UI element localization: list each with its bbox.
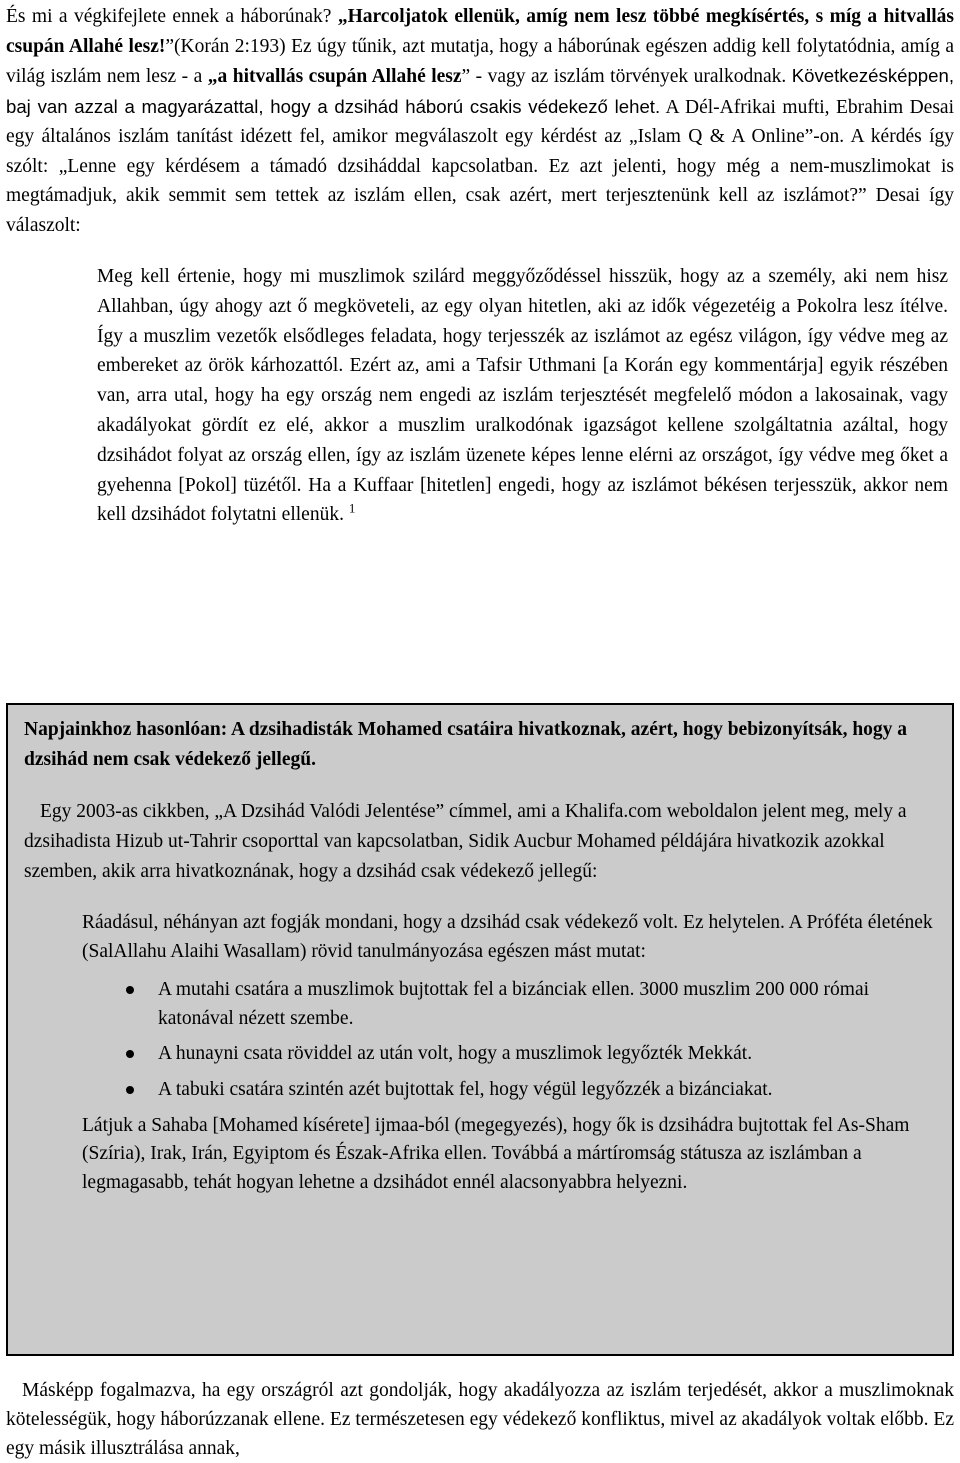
desai-quote-text: Meg kell értenie, hogy mi muszlimok szilárd meggyőződéssel hisszük, hogy az a személy, aki nem hisz Allahban, úgy ahogy azt ő megköveteli, az egy olyan hitetlen, aki az idők végezetéig a Pokolra lesz ítélve. Így a muszlim vezetők elsődleges feladata, hogy terjesszék az iszlámot az egész világon, így védve meg az embereket az örök kárhozattól. Ezért az, ami a Tafsir Uthmani [a Korán egy kommentárja] egyik részében van, arra utal, hogy ha egy ország nem engedi az iszlám terjesztését megfelelő módon a lakosainak, vagy akadályokat gördít ez elé, akkor a muszlim uralkodónak igazságot kellene szolgáltatnia azáltal, hogy dzsihádot folyat az ország ellen, így az iszlám üzenete képes lenne elérni az országot, így védve meg őket a gyehenna [Pokol] tüzétől. Ha a Kuffaar [hitetlen] engedi, hogy az iszlámot békésen terjesszük, akkor nem kell dzsihádot folytatni ellenük. [97, 266, 948, 526]
list-item [126, 1040, 938, 1069]
intro-sentence-9: Ez azt jelenti, hogy még a nem-muszlimokat is megtámadjuk, akik semmit sem tettek az iszlám ellen, csak azért, mert terjesztenünk kell az iszlámot?” [6, 155, 954, 206]
intro-paragraph [6, 0, 954, 240]
box-quote-intro: Ráadásul, néhányan azt fogják mondani, hogy a dzsihád csak védekező volt. Ez helytelen. A Próféta életének (SalAllahu Alaihi Wasallam) rövid tanulmányozása egészen mást mutat: [82, 912, 933, 962]
intro-sentence-3: ”(Korán 2:193) Ez úgy tűnik, azt mutatja, hogy a háborúnak egészen addig kell folytatódnia, amíg a világ iszlám nem lesz - a [6, 35, 954, 87]
intro-sentence-8: A kérdés így szólt: „Lenne egy kérdésem a támadó dzsiháddal kapcsolatban. [6, 126, 954, 177]
bullet-dot-icon [126, 986, 134, 994]
box-heading: Napjainkhoz hasonlóan: A dzsihadisták Mohamed csatáira hivatkoznak, azért, hogy bebizonyítsák, hogy a dzsihád nem csak védekező jellegű. [24, 719, 908, 770]
desai-quote [97, 262, 948, 530]
intro-sentence-1: És mi a végkifejlete ennek a háborúnak? [6, 6, 338, 27]
highlight-box [6, 703, 954, 1356]
intro-sentence-10: Desai így válaszolt: [6, 185, 954, 236]
intro-sentence-7: A Dél-Afrikai mufti, Ebrahim Desai egy általános iszlám tanítást idézett fel, amikor megválaszolt egy kérdést az „Islam Q & A Online”-on. [6, 96, 954, 147]
box-quote-after: Látjuk a Sahaba [Mohamed kísérete] ijmaa-ból (megegyezés), hogy ők is dzsihádra bujtottak fel As-Sham (Szíria), Irak, Irán, Egyiptom és Észak-Afrika ellen. Továbbá a mártíromság státusza az iszlámban a legmagasabb, tehát hogyan lehetne a dzsihádot ennél alacsonyabbra helyezni. [82, 1114, 910, 1193]
box-quote [82, 909, 938, 1197]
battle-list [82, 976, 938, 1104]
closing-paragraph: Másképp fogalmazva, ha egy országról azt gondolják, hogy akadályozza az iszlám terjedését, akkor a muszlimoknak kötelességük, hogy háborúzzanak ellene. Ez természetesen egy védekező konfliktus, mivel az akadályok voltak előbb. Ez egy másik illusztrálása annak, [6, 1380, 954, 1459]
quran-quote-bold: „Harcoljatok ellenük, amíg nem lesz többé megkísértés, s míg a hitvallás csupán Allahé lesz! [6, 6, 954, 57]
intro-sentence-5: ” - vagy az iszlám törvények uralkodnak. [461, 66, 792, 87]
list-item-text: A hunayni csata röviddel az után volt, hogy a muszlimok legyőzték Mekkát. [158, 1043, 753, 1065]
list-item-text: A tabuki csatára szintén azét bujtottak fel, hogy végül legyőzzék a bizánciakat. [158, 1078, 773, 1100]
list-item [126, 976, 938, 1033]
box-paragraph: Egy 2003-as cikkben, „A Dzsihád Valódi Jelentése” címmel, ami a Khalifa.com weboldalon jelent meg, mely a dzsihadista Hizub ut-Tahrir csoporttal van kapcsolatban, Sidik Aucbur Mohamed példájára hivatkozik azokkal szemben, akik arra hivatkoznának, hogy a dzsihád csak védekező jellegű: [24, 801, 907, 882]
list-item [126, 1076, 938, 1105]
hitvallas-quote-bold: „a hitvallás csupán Allahé lesz [207, 66, 462, 87]
intro-sentence-6: Következésképpen, baj van azzal a magyarázattal, hogy a dzsihád háború csakis védekező lehet. [6, 65, 954, 117]
bullet-dot-icon [126, 1050, 134, 1058]
footnote-marker: 1 [348, 500, 356, 516]
bullet-dot-icon [126, 1086, 134, 1094]
list-item-text: A mutahi csatára a muszlimok bujtottak fel a bizánciak ellen. 3000 muszlim 200 000 római katonával nézett szembe. [158, 979, 870, 1029]
